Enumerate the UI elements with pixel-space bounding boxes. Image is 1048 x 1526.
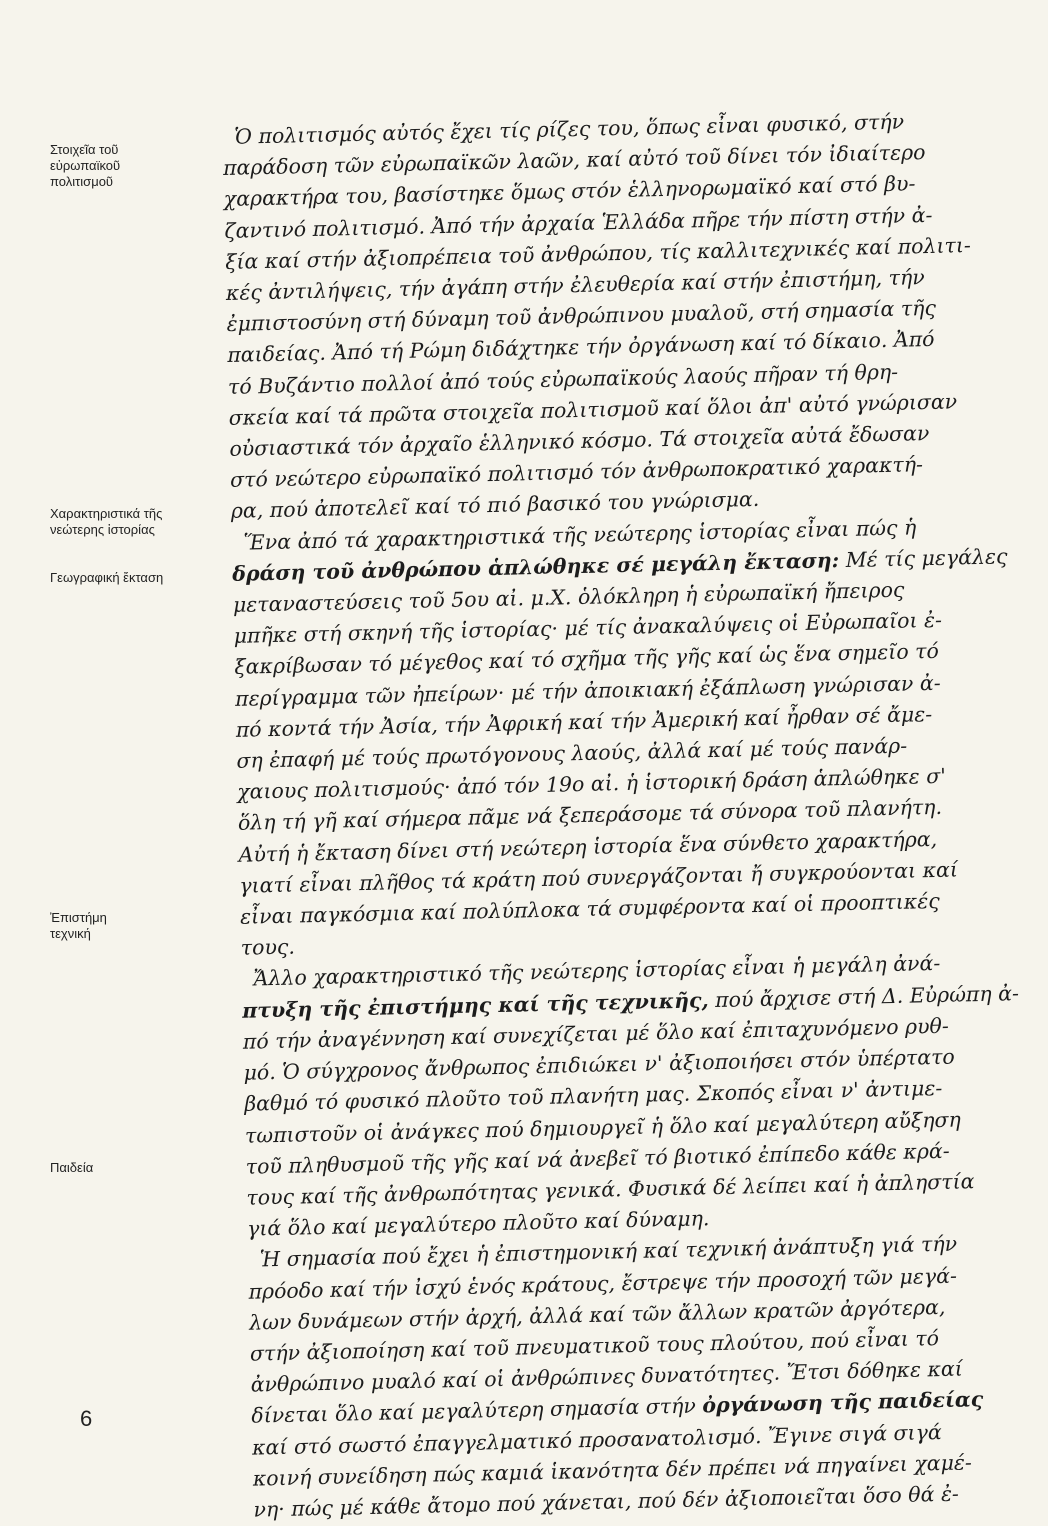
margin-note-european-civilization <box>50 142 220 190</box>
text-line: ἀνθρώπινο μυαλό καί οἱ ἀνθρώπινες δυνατότητες. Ἔτσι δόθηκε καί <box>250 1356 964 1397</box>
margin-note-education <box>50 1160 220 1176</box>
text-line: μεταναστεύσεις τοῦ 5ου αἰ. μ.Χ. ὁλόκληρη ἡ εὐρωπαϊκή ἤπειρος <box>232 577 905 617</box>
margin-note-science <box>50 910 220 942</box>
text-line: πό κοντά τήν Ἀσία, τήν Ἀφρική καί τήν Ἀμερική καί ἦρθαν σέ ἄμε- <box>235 701 933 742</box>
text-line: οὐσιαστικά τόν ἀρχαῖο ἑλληνικό κόσμο. Τά στοιχεῖα αὐτά ἔδωσαν <box>229 421 930 461</box>
text-line: Ἡ σημασία πού ἔχει ἡ ἐπιστημονική καί τεχνική ἀνάπτυξη γιά τήν <box>259 1231 958 1272</box>
text-line: ζαντινό πολιτισμό. Ἀπό τήν ἀρχαία Ἑλλάδα πῆρε τήν πίστη στήν ἀ- <box>224 202 933 243</box>
text-line: τωπιστοῦν οἱ ἀνάγκες πού δημιουργεῖ ἡ ὅλο καί μεγαλύτερη αὔξηση <box>244 1106 962 1148</box>
text-line: κοινή συνείδηση πώς καμιά ἱκανότητα δέν πρέπει νά πηγαίνει χαμέ- <box>252 1450 973 1491</box>
margin-note-geography <box>50 570 220 586</box>
text-line: πό τήν ἀναγέννηση καί συνεχίζεται μέ ὅλο καί ἐπιταχυνόμενο ρυθ- <box>242 1013 950 1054</box>
text-fragment: Μέ τίς μεγάλες <box>838 544 1008 572</box>
text-line: κές ἀντιλήψεις, τήν ἀγάπη στήν ἐλευθερία καί στήν ἐπιστήμη, τήν <box>225 265 925 305</box>
text-line: τοῦ πληθυσμοῦ τῆς γῆς καί νά ἀνεβεῖ τό βιοτικό ἐπίπεδο κάθε κρά- <box>245 1138 950 1179</box>
text-line: περίγραμμα τῶν ἠπείρων· μέ τήν ἀποικιακή ἐξάπλωση γνώρισαν ἀ- <box>234 670 941 711</box>
text-line: λων δυνάμεων στήν ἀρχή, ἀλλά καί τῶν ἄλλων κρατῶν ἀργότερα, <box>248 1294 946 1335</box>
text-line: ὅλη τή γῆ καί σήμερα πᾶμε νά ξεπεράσομε τά σύνορα τοῦ πλανήτη. <box>237 795 943 836</box>
text-line: στήν ἀξιοποίηση καί τοῦ πνευματικοῦ τους πλούτου, πού εἶναι τό <box>249 1325 940 1366</box>
emphasis-text: δράση τοῦ ἀνθρώπου ἁπλώθηκε σέ μεγάλη ἔκταση: <box>231 547 840 586</box>
paragraph-education <box>247 1228 1023 1526</box>
paragraph-european-roots <box>222 105 1001 528</box>
text-line: τους καί τῆς ἀνθρωπότητας γενικά. Φυσικά δέ λείπει καί ἡ ἀπληστία <box>246 1169 975 1210</box>
text-line: σκεία καί τά πρῶτα στοιχεῖα πολιτισμοῦ καί ὅλοι ἀπ' αὐτό γνώρισαν <box>228 389 958 430</box>
margin-note-line: Γεωγραφική ἔκταση <box>50 570 164 585</box>
text-line: Ἕνα ἀπό τά χαρακτηριστικά τῆς νεώτερης ἱστορίας εἶναι πώς ἡ <box>243 514 917 555</box>
emphasis-text: πτυξη τῆς ἐπιστήμης καί τῆς τεχνικῆς, <box>241 987 709 1023</box>
margin-note-line: νεώτερης ἱστορίας <box>50 522 155 537</box>
text-line: Ὁ πολιτισμός αὐτός ἔχει τίς ρίζες του, ὅπως εἶναι φυσικό, στήν <box>234 109 905 149</box>
text-line: βαθμό τό φυσικό πλοῦτο τοῦ πλανήτη μας. Σκοπός εἶναι ν' ἀντιμε- <box>244 1076 943 1117</box>
paragraph-science <box>241 947 1020 1245</box>
margin-note-line: τεχνική <box>50 926 91 941</box>
text-line: μό. Ὁ σύγχρονος ἄνθρωπος ἐπιδιώκει ν' ἀξιοποιήσει στόν ὑπέρτατο <box>243 1044 955 1085</box>
page-number: 6 <box>80 1406 93 1431</box>
text-line: μπῆκε στή σκηνή τῆς ἱστορίας· μέ τίς ἀνακαλύψεις οἱ Εὐρωπαῖοι ἐ- <box>233 608 943 649</box>
text-line: χαρακτήρα του, βασίστηκε ὅμως στόν ἑλληνορωμαϊκό καί στό βυ- <box>223 171 916 212</box>
body-text <box>222 105 1021 1522</box>
text-line: ξακρίβωσαν τό μέγεθος καί τό σχῆμα τῆς γῆς καί ὡς ἕνα σημεῖο τό <box>234 639 940 680</box>
emphasis-text: ὀργάνωση τῆς παιδείας <box>702 1387 984 1418</box>
margin-note-line: Στοιχεῖα τοῦ <box>50 142 119 157</box>
margin-note-modern-history <box>50 506 220 538</box>
text-line: νη· πώς μέ κάθε ἄτομο πού χάνεται, πού δέν ἀξιοποιεῖται ὅσο θά ἐ- <box>253 1481 960 1522</box>
text-line: χαιους πολιτισμούς· ἀπό τόν 19ο αἰ. ἡ ἱστορική δράση ἁπλώθηκε σ' <box>236 764 947 805</box>
margin-note-line: πολιτισμοῦ <box>50 174 114 189</box>
text-line: πρόοδο καί τήν ἰσχύ ἑνός κράτους, ἔστρεψε τήν προσοχή τῶν μεγά- <box>248 1263 958 1304</box>
text-line: ση ἐπαφή μέ τούς πρωτόγονους λαούς, ἀλλά καί μέ τούς πανάρ- <box>236 733 908 773</box>
text-line: γιατί εἶναι πλῆθος τά κράτη πού συνεργάζονται ἤ συγκρούονται καί <box>239 857 959 898</box>
margin-note-line: Ἐπιστήμη <box>50 910 107 925</box>
margin-note-line: εὐρωπαϊκοῦ <box>50 158 121 173</box>
text-line: εἶναι παγκόσμια καί πολύπλοκα τά συμφέροντα καί οἱ προοπτικές <box>239 888 940 929</box>
paragraph-expansion <box>231 510 1011 964</box>
text-line: τό Βυζάντιο πολλοί ἀπό τούς εὐρωπαϊκούς λαούς πῆραν τή θρη- <box>227 359 899 399</box>
text-fragment: δίνεται ὅλο καί μεγαλύτερη σημασία στήν <box>251 1393 703 1428</box>
text-line: στό νεώτερο εὐρωπαϊκό πολιτισμό τόν ἀνθρωποκρατικό χαρακτή- <box>229 452 924 493</box>
text-line: Αὐτή ἡ ἔκταση δίνει στή νεώτερη ἱστορία ἕνα σύνθετο χαρακτήρα, <box>238 826 938 867</box>
text-line: γιά ὅλο καί μεγαλύτερο πλοῦτο καί δύναμη. <box>246 1206 710 1241</box>
margin-note-line: Παιδεία <box>50 1160 94 1175</box>
text-line: παιδείας. Ἀπό τή Ρώμη διδάχτηκε τήν ὀργάνωση καί τό δίκαιο. Ἀπό <box>227 327 935 368</box>
text-line: Ἄλλο χαρακτηριστικό τῆς νεώτερης ἱστορίας εἶναι ἡ μεγάλη ἀνά- <box>253 951 941 991</box>
text-line: παράδοση τῶν εὐρωπαϊκῶν λαῶν, καί αὐτό τοῦ δίνει τόν ἰδιαίτερο <box>222 140 926 181</box>
text-line: τους. <box>240 934 296 961</box>
text-fragment: πού ἄρχισε στή Δ. Εὐρώπη ἀ- <box>708 980 1020 1012</box>
text-line: ἐμπιστοσύνη στή δύναμη τοῦ ἀνθρώπινου μυαλοῦ, στή σημασία τῆς <box>226 296 937 337</box>
text-line: καί στό σωστό ἐπαγγελματικό προσανατολισμό. Ἔγινε σιγά σιγά <box>251 1419 942 1460</box>
text-line: ξία καί στήν ἀξιοπρέπεια τοῦ ἀνθρώπου, τίς καλλιτεχνικές καί πολιτι- <box>224 232 972 274</box>
text-line: ρα, πού ἀποτελεῖ καί τό πιό βασικό του γνώρισμα. <box>230 487 760 524</box>
margin-note-line: Χαρακτηριστικά τῆς <box>50 506 163 521</box>
